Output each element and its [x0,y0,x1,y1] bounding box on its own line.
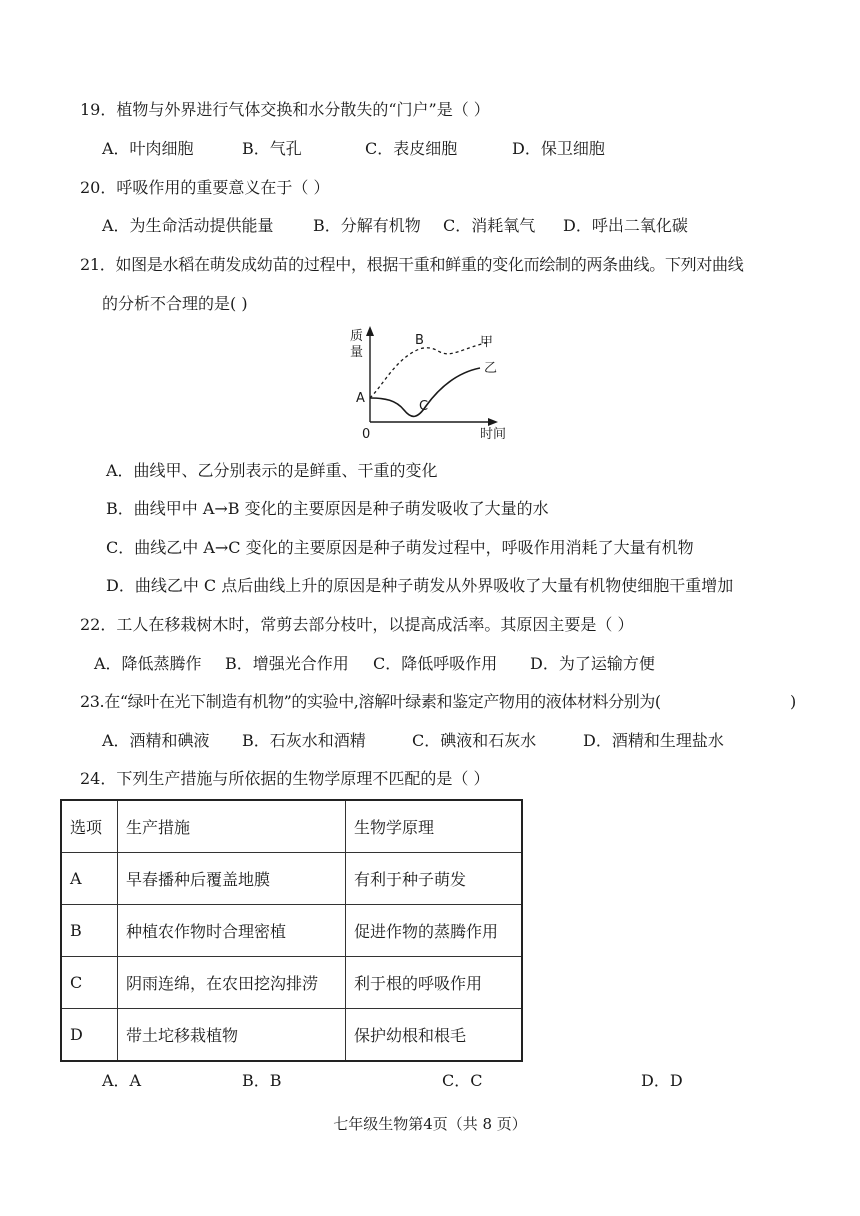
question-21-option-a: A．曲线甲、乙分别表示的是鲜重、干重的变化 [106,461,438,480]
x-axis-arrow [488,418,498,426]
y-axis-label-bottom: 量 [350,345,364,360]
measures-principles-table [60,799,523,1062]
option-d: D．酒精和生理盐水 [583,731,724,750]
page-footer: 七年级生物第4页（共 8 页） [333,1115,527,1133]
option-a: A．酒精和碘液 [102,731,210,750]
x-axis-label: 时间 [480,427,507,442]
y-axis-label-top: 质 [350,329,364,344]
option-b: B．B [242,1071,282,1090]
table-cell: B [61,905,118,957]
table-header-cell: 生物学原理 [346,800,523,853]
table-cell: A [61,853,118,905]
option-c: C．表皮细胞 [365,139,458,158]
option-a: A．A [102,1071,142,1090]
option-d: D．呼出二氧化碳 [563,216,688,235]
curve-yi-label: 乙 [484,361,498,376]
option-b: B．气孔 [242,139,302,158]
table-header-cell: 生产措施 [118,800,346,853]
table-cell: 早春播种后覆盖地膜 [118,853,346,905]
question-23-stem-close: ) [790,692,797,711]
table-cell: 阴雨连绵，在农田挖沟排涝 [118,957,346,1009]
table-cell: 促进作物的蒸腾作用 [346,905,523,957]
point-b-label: B [415,333,424,348]
question-21-option-c: C．曲线乙中 A→C 变化的主要原因是种子萌发过程中，呼吸作用消耗了大量有机物 [106,538,694,557]
option-c: C．C [442,1071,483,1090]
option-d: D．D [641,1071,683,1090]
option-b: B．分解有机物 [313,216,421,235]
table-header-row [61,800,522,853]
question-23-stem: 23.在“绿叶在光下制造有机物”的实验中,溶解叶绿素和鉴定产物用的液体材料分别为( [80,692,661,711]
table-row [61,1009,522,1062]
point-c-label: C [419,399,429,414]
option-c: C．降低呼吸作用 [373,654,498,673]
option-a: A．叶肉细胞 [102,139,194,158]
table-cell: 利于根的呼吸作用 [346,957,523,1009]
table-cell: C [61,957,118,1009]
option-b: B．增强光合作用 [225,654,349,673]
table-cell: D [61,1009,118,1062]
table-row [61,905,522,957]
question-21-option-b: B．曲线甲中 A→B 变化的主要原因是种子萌发吸收了大量的水 [106,499,549,518]
option-c: C．消耗氧气 [443,216,536,235]
mass-time-figure [330,322,510,444]
option-c: C．碘液和石灰水 [412,731,537,750]
table-row [61,957,522,1009]
table-cell: 种植农作物时合理密植 [118,905,346,957]
option-b: B．石灰水和酒精 [242,731,366,750]
point-a-label: A [356,391,365,406]
question-20-stem: 20．呼吸作用的重要意义在于（ ） [80,178,330,197]
option-a: A．为生命活动提供能量 [102,216,274,235]
question-21-option-d: D．曲线乙中 C 点后曲线上升的原因是种子萌发从外界吸收了大量有机物使细胞干重增加 [106,576,734,595]
origin-label: 0 [362,427,371,442]
option-a: A．降低蒸腾作 [94,654,202,673]
option-d: D．保卫细胞 [512,139,605,158]
option-d: D．为了运输方便 [530,654,655,673]
question-22-stem: 22．工人在移栽树木时，常剪去部分枝叶，以提高成活率。其原因主要是（ ） [80,615,634,634]
table-row [61,853,522,905]
question-21-stem-line1: 21．如图是水稻在萌发成幼苗的过程中，根据干重和鲜重的变化而绘制的两条曲线。下列对曲线 [80,255,744,274]
table-cell: 保护幼根和根毛 [346,1009,523,1062]
y-axis-arrow [366,326,374,336]
question-21-stem-line2: 的分析不合理的是( ) [102,294,248,313]
table-cell: 带土坨移栽植物 [118,1009,346,1062]
question-24-stem: 24．下列生产措施与所依据的生物学原理不匹配的是（ ） [80,769,490,788]
table-cell: 有利于种子萌发 [346,853,523,905]
curve-jia-label: 甲 [480,335,494,350]
table-header-cell: 选项 [61,800,118,853]
question-19-stem: 19．植物与外界进行气体交换和水分散失的“门户”是（ ） [80,100,490,119]
